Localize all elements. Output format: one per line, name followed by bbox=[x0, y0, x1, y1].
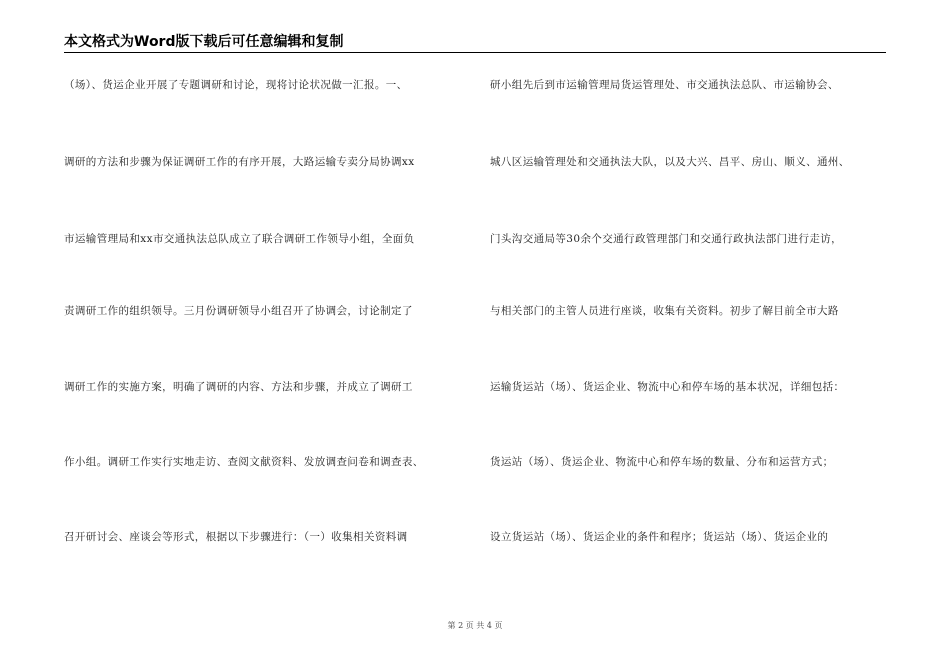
paragraph-line: 货运站（场）、货运企业、物流中心和停车场的数量、分布和运营方式； bbox=[490, 456, 834, 468]
paragraph-line: 门头沟交通局等30余个交通行政管理部门和交通行政执法部门进行走访， bbox=[490, 233, 843, 245]
paragraph-line: 责调研工作的组织领导。三月份调研领导小组召开了协调会，讨论制定了 bbox=[64, 305, 413, 317]
page-header bbox=[64, 32, 886, 53]
paragraph-line: 作小组。调研工作实行实地走访、查阅文献资料、发放调查问卷和调查表、 bbox=[64, 456, 424, 468]
paragraph-line: 市运输管理局和xx市交通执法总队成立了联合调研工作领导小组，全面负 bbox=[64, 233, 415, 245]
paragraph-line: （场）、货运企业开展了专题调研和讨论，现将讨论状况做一汇报。一、 bbox=[64, 79, 408, 91]
paragraph-line: 设立货运站（场）、货运企业的条件和程序；货运站（场）、货运企业的 bbox=[490, 531, 829, 543]
paragraph-line: 运输货运站（场）、货运企业、物流中心和停车场的基本状况，详细包括： bbox=[490, 381, 845, 393]
paragraph-line: 召开研讨会、座谈会等形式，根据以下步骤进行：（一）收集相关资料调 bbox=[64, 531, 408, 543]
paragraph-line: 调研工作的实施方案，明确了调研的内容、方法和步骤，并成立了调研工 bbox=[64, 381, 413, 393]
paragraph-line: 调研的方法和步骤为保证调研工作的有序开展，大路运输专卖分局协调xx bbox=[64, 156, 415, 168]
header-title: 本文格式为Word版下载后可任意编辑和复制 bbox=[64, 34, 344, 50]
paragraph-line: 研小组先后到市运输管理局货运管理处、市交通执法总队、市运输协会、 bbox=[490, 79, 839, 91]
paragraph-line: 城八区运输管理处和交通执法大队，以及大兴、昌平、房山、顺义、通州、 bbox=[490, 156, 850, 168]
page-number-footer: 第 2 页 共 4 页 bbox=[447, 621, 503, 630]
paragraph-line: 与相关部门的主管人员进行座谈，收集有关资料。初步了解目前全市大路 bbox=[490, 305, 839, 317]
